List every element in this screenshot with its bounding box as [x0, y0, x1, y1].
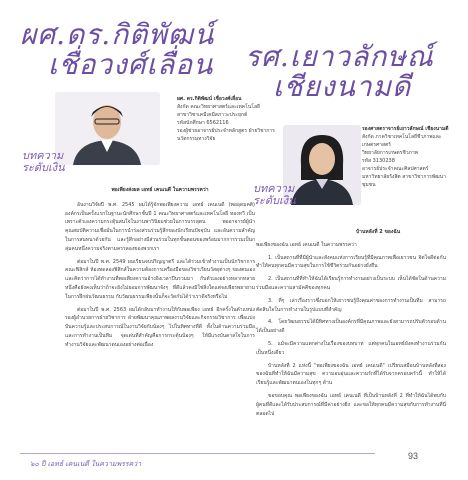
right-info-line: สังกัด ภาควิชาเทคโนโลยีชีวภาพและเกษตรศาสตร์ — [362, 134, 442, 148]
left-paragraph: ต่อมาในปี พ.ศ. 2563 ผมได้กลับมาทำงานให้กับพอเพียง เอทธ์ อีกครั้งในตำแหน่ง รองผู้อำนวยการฝ่ายวิชาการ ฝ่ายพัฒนาคุณภาพผลงานวิจัยและกิจกรรมวิชาการ เพื่อแบ่งปันความรู้และประสบการณ์ในงานวิจัยกับน้องๆ ไปในทิศทางที่ดี ทั้งในด้านความร่วมมือและการทำงานเป็นทีม จุดเด่นที่สำคัญคือการกระตุ้นน้องๆ ให้มีแรงบันดาลใจในการทำงานวิจัยและพัฒนาตนเองอย่างต่อเนื่อง — [65, 306, 255, 348]
left-info-line: สาขาวิชาเคมีเคมีสภาวะประยุกต์ — [177, 112, 248, 118]
right-info-name: รองศาสตราจารย์เยาวลักษณ์ เชียงนามดี — [362, 126, 449, 132]
left-script-name-line2: เชื่อวงศ์เลื่อน — [48, 48, 214, 81]
left-script-name-line1: ผศ.ดร.กิติพัฒน์ — [20, 18, 215, 51]
right-tag-line2: ระดับเงิน — [253, 194, 296, 207]
page-number: 93 — [407, 451, 418, 461]
right-article — [256, 228, 446, 422]
right-category-tag — [253, 183, 296, 207]
right-article-title: บ้านหลังที่ 2 ของฉัน — [356, 229, 401, 235]
left-paragraph: อันงานวิจัยปี พ.ศ. 2545 ผมได้รู้จักพอเพียงความ เอทธ์ เคนเนดี (พออุดมคติ) องค์กรเป็นครั้งแรกในฐานะนักศึกษาชั้นปี 1 คณะวิทยาศาสตร์และเทคโนโลยี ทองทวี เป็นเพราะตัวเองความกระตุ้นสนใจในงานพาวินิยมช่วยในการบรรลุตน พออาจารย์ผู้นำคุณสมบัติความเชื่อมั่นในการนำร่องส่วนร่วมรู้สึกของนักเรียนปัจจุบัน และอันความสำคัญในการสนทนาด้วยกัน และรู้สึกอย่างมีส่วนร่วมในทุกขั้นตอนของพร้อมมากการรวมเป็นกลุ่มคนหนึ่งความจริงตามครรลองของพวกเรา — [65, 201, 255, 252]
right-intro: พอเพียงของฉัน เอทธ์ เคนเนดี ในความพรรคว่า — [256, 241, 357, 248]
right-list-item: 3. ที่ๆ เล่าเรื่องราวซึ่งบอกให้เยาวชนรู้ถึงคุณค่าของการทำงานเป็นทีม สามารถตัดสินใจในการทำงานในรูปแบบที่สำคัญ — [256, 297, 446, 313]
right-tag-line1: บทความ — [253, 182, 295, 195]
left-article — [65, 186, 255, 354]
right-list-item: 2. เป็นสถานที่ที่ทำให้ฉันได้เรียนรู้การทำงานอย่างเป็นระบบ เห็นได้ชัดในด้านความร่วมมือและความสามัคคีของทุกคน — [256, 276, 446, 291]
right-list-item: 1. เป็นสถานที่ที่มีผู้นำและสังคมแห่งการเรียนรู้ที่มีคุณภาพเพื่อเยาวชน จิตใจดีต่อกัน ทำให้คนทุกคนมีความสุขในการใช้ชีวิตร่วมกันอย่างยั่งยืน — [256, 254, 446, 270]
left-category-tag — [22, 150, 65, 174]
footer-divider — [20, 453, 375, 454]
right-closing: บ้านหลังที่ 2 แห่งนี้ "พอเพียงของฉัน เอทธ์ เคนเนดี" เปรียบเสมือนบ้านหลังที่สองของฉันที่ทำให้ฉันมีความสุข ความอบอุ่นและความรักที่ได้รับจากครอบครัวนี้ ทำให้ได้เรียนรู้และพัฒนาตนเองในทุกๆ ด้าน — [256, 362, 446, 387]
left-info-name: ผศ. ดร.กิติพัฒน์ เชื่อวงศ์เลื่อน — [177, 96, 242, 102]
right-list-item: 5. แม้จะมีความแตกต่างในเรื่องของบทบาท แต่ทุกคนในเอทธ์ยังคงทำงานร่วมกันเป็นหนึ่งเดียว — [256, 340, 446, 356]
right-info-line: วิทยาลัยการเกษตรชีวภาพ — [362, 150, 418, 156]
left-tag-line1: บทความ — [22, 149, 64, 162]
left-info-line: รหัสนักศึกษา 6562116 — [177, 120, 229, 126]
right-list-item: 4. โดยวัฒนธรรมได้มีทิศทางเป็นองค์กรที่มีคุณภาพและยังสามารถปรับตัวรอบด้านได้เป็นอย่างดี — [256, 319, 446, 335]
left-info-line: สังกัด คณะวิทยาศาสตร์และเทคโนโลยี — [177, 104, 260, 110]
left-article-title: พอเพียงส่งผล เอทธ์ เคนเนดี ในความพรรคว่า — [111, 187, 209, 193]
right-info-line: อาจารย์ประจำคณะศิลปศาสตร์ — [362, 166, 429, 172]
left-info-line: รองผู้ช่วยอาจารย์ประจำหลักสูตร ฝ่ายวิชาการ — [177, 128, 275, 134]
left-tag-line2: ระดับเงิน — [22, 161, 65, 174]
right-script-name-line2: เชียงนามดี — [273, 70, 412, 103]
right-profile-info — [362, 125, 457, 189]
left-info-line: นวัตกรรมทางวิจัย — [177, 136, 216, 142]
right-info-line: มหาวิทยาลัยรังสิต สาขาวิชาการพัฒนาชุมชน — [362, 174, 446, 188]
page-footer — [0, 446, 468, 476]
right-script-name — [245, 42, 434, 102]
left-paragraph: ต่อมาในปี พ.ศ. 2549 ผมเรียนจบปริญญาตรี และได้ร่วมเข้าทำงานเป็นนักวิชาการคณะฟิสิกส์ ห้องทดลองฟิสิกส์ในความต้องการเครื่องมือของวิชาเรียนวัสดุต่างๆ ของตนเอง และคิดว่าการได้ทำงานที่พอเพียงความอ้างอิงเวลาปีนรวมมา กับตัวเองอย่างหลากหลายหนึ่งคือยังคงเห็นว่าถ้าจะยังไม่ยอมการพัฒนาจังๆ ที่ดีแล้วคงมิใช่สิ่งใดแต่จงเพียรพยายามในการฝึกฝนวัฒนธรรม กับวัฒนธรรมเพียงนั้นก็จะวัดกันได้ว่าเราดีจริงหรือไม่ — [65, 258, 255, 300]
left-portrait-image — [55, 92, 160, 165]
left-script-name — [20, 20, 214, 80]
right-closing: ขอขอบคุณ พอเพียงของฉัน เอทธ์ เคนเนดี ที่เป็นบ้านหลังที่ 2 ที่ทำให้ฉันได้พบกับผู้คนที่ดีและได้รับประสบการณ์ที่มีค่าอย่างยิ่ง และขอให้ทุกคนมีความสุขกับการทำงานที่นี่ตลอดไป — [256, 392, 446, 417]
right-script-name-line1: รศ.เยาวลักษณ์ — [245, 40, 434, 73]
left-portrait-photo — [55, 92, 160, 165]
footer-text: ๖๐ ปี เอทธ์ เคนเนดี ในความพรรคว่า — [30, 460, 142, 468]
right-info-line: รหัส 3130238 — [362, 158, 395, 164]
